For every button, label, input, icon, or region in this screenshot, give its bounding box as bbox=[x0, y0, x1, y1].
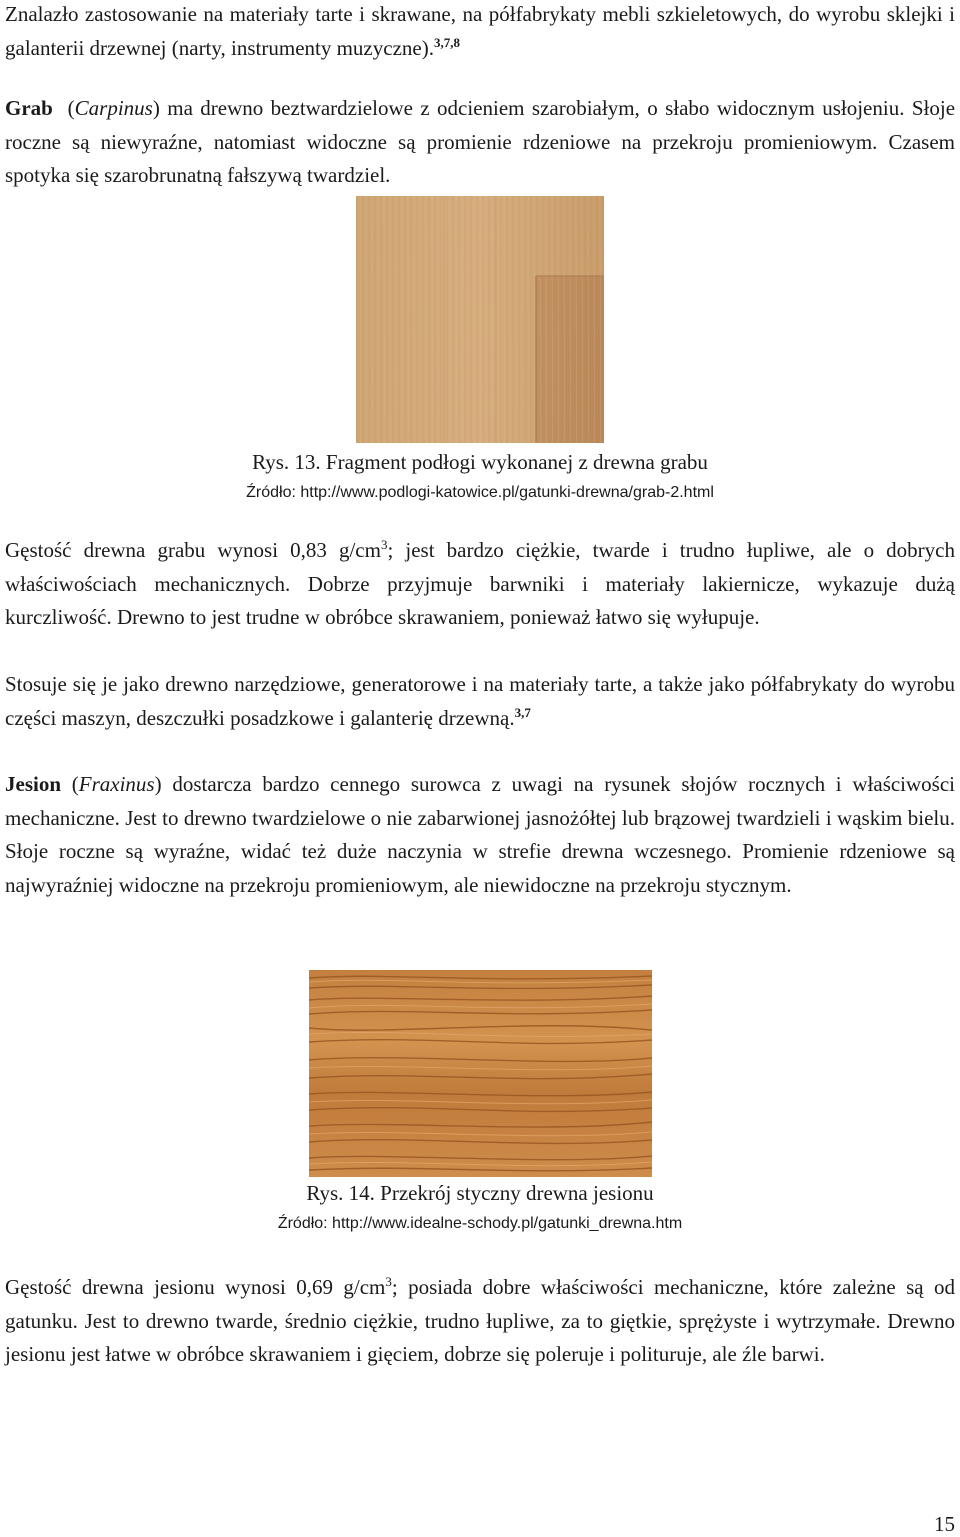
figure-jesion-section bbox=[309, 970, 652, 1177]
latin-name: Fraxinus bbox=[78, 772, 155, 796]
latin-name: Carpinus bbox=[74, 96, 153, 120]
species-name: Grab bbox=[5, 96, 53, 120]
wood-texture-grab bbox=[356, 196, 604, 443]
paragraph-intro: Znalazło zastosowanie na materiały tarte i skrawane, na półfabrykaty mebli szkieletowych, do wyrobu sklejki i galanterii drzewnej (narty, instrumenty muzyczne).$^{3,7,8}$ bbox=[5, 2, 955, 60]
reference-superscript: 3,7 bbox=[514, 704, 531, 720]
figure-grab-floor bbox=[356, 196, 604, 443]
paragraph-grab: Grab (Carpinus) ma drewno beztwardzielowe z odcieniem szarobiałym, o słabo widocznym usłojeniu. Słoje roczne są niewyraźne, natomiast widoczne są promienie rdzeniowe na przekroju promieniowym. Czasem spotyka się szarobrunatną fałszywą twardziel. bbox=[5, 96, 956, 187]
reference-superscript: 3,7,8 bbox=[433, 34, 460, 50]
paragraph-jesion: Jesion (Fraxinus) dostarcza bardzo cennego surowca z uwagi na rysunek słojów rocznych i właściwości mechaniczne. Jest to drewno twardzielowe o nie zabarwionej jasnożółtej lub brązowej twardzieli i wąskim bielu. Słoje roczne są wyraźne, widać też duże naczynia w strefie drewna wczesnego. Promienie rdzeniowe są najwyraźniej widoczne na przekroju promieniowym, ale niewidoczne na przekroju stycznym. bbox=[5, 772, 956, 897]
figure-13-source: Źródło: http://www.podlogi-katowice.pl/gatunki-drewna/grab-2.html bbox=[246, 484, 714, 501]
figure-14-caption: Rys. 14. Przekrój styczny drewna jesionu bbox=[306, 1181, 654, 1205]
wood-texture-jesion bbox=[309, 970, 652, 1177]
paragraph-grab-density: Gęstość drewna grabu wynosi 0,83 $g/cm^3$; jest bardzo ciężkie, twarde i trudno łupliwe, ale o dobrych właściwościach mechanicznych. Dobrze przyjmuje barwniki i materiały lakiernicze, wykazuje dużą kurczliwość. Drewno to jest trudne w obróbce skrawaniem, ponieważ łatwo się wyłupuje. bbox=[5, 537, 955, 629]
paragraph-grab-use: Stosuje się je jako drewno narzędziowe, generatorowe i na materiały tarte, a także jako półfabrykaty do wyrobu części maszyn, deszczułki posadzkowe i galanterię drzewną.$^{3,7}$ bbox=[5, 672, 955, 730]
paragraph-jesion-density: Gęstość drewna jesionu wynosi 0,69 $g/cm^3$; posiada dobre właściwości mechaniczne, które zależne są od gatunku. Jest to drewno twarde, średnio ciężkie, trudno łupliwe, za to giętkie, sprężyste i wytrzymałe. Drewno jesionu jest łatwe w obróbce skrawaniem i gięciem, dobrze się poleruje i polituruje, ale źle barwi. bbox=[5, 1274, 955, 1366]
page-number: 15 bbox=[934, 1512, 955, 1536]
species-name: Jesion bbox=[5, 772, 62, 796]
figure-14-source: Źródło: http://www.idealne-schody.pl/gatunki_drewna.htm bbox=[277, 1215, 683, 1232]
figure-13-caption: Rys. 13. Fragment podłogi wykonanej z drewna grabu bbox=[252, 450, 708, 474]
